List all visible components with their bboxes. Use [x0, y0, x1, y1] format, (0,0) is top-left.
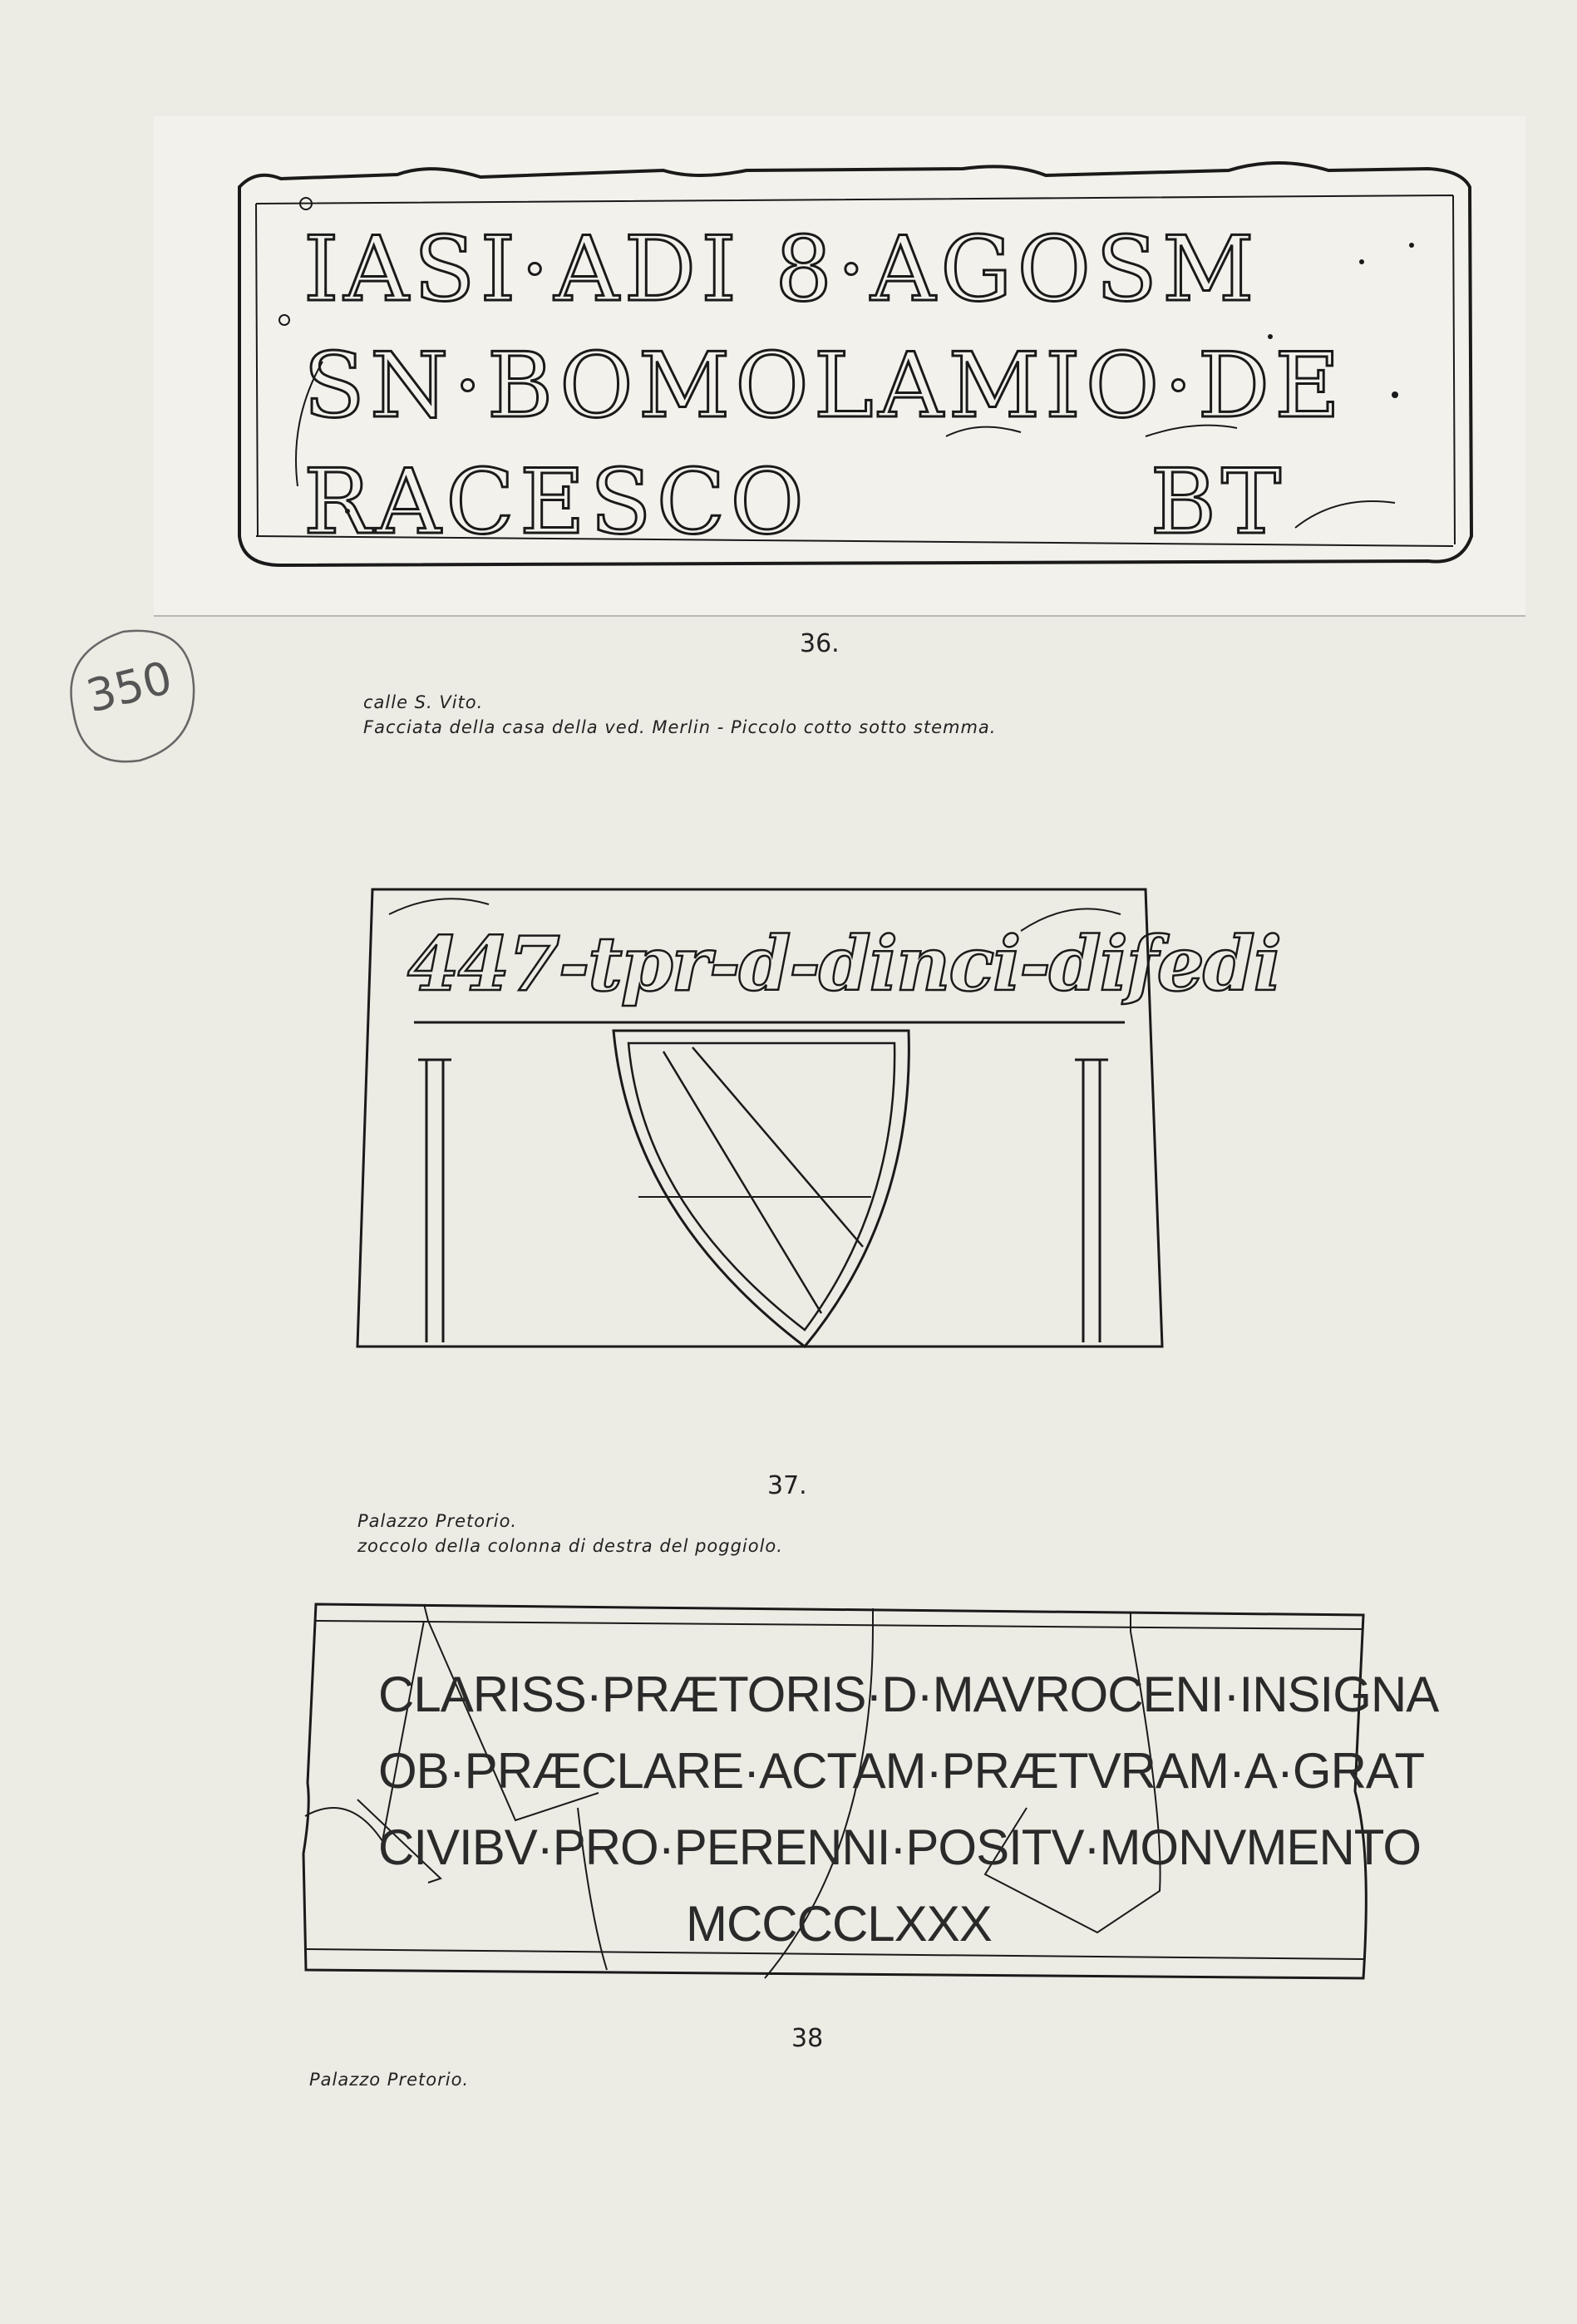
figure-36-inscription-line — [303, 445, 1451, 561]
figure-36-inscription-word: RACESCO — [303, 451, 809, 554]
figure-38-inscription-line: MCCCCLXXX — [686, 1896, 992, 1952]
figure-36-inscription — [303, 212, 1451, 561]
figure-36-caption-line: Facciata della casa della ved. Merlin - Piccolo cotto sotto stemma. — [363, 717, 997, 737]
figure-37-inscription: 447-tpr-d-dinci-difedi — [407, 920, 1280, 1008]
figure-38-caption-line: Palazzo Pretorio. — [309, 2070, 470, 2090]
figure-38-inscription-line: CIVIBV·PRO·PERENNI·POSITV·MONVMENTO — [378, 1819, 1422, 1875]
figure-36-number: 36. — [800, 629, 840, 658]
figure-38-number: 38 — [791, 2024, 824, 2053]
figure-36-inscription-line: IASI·ADI 8·AGOSM — [303, 218, 1259, 322]
figure-37-caption-line: zoccolo della colonna di destra del poggiolo. — [357, 1536, 783, 1556]
archive-mark-number: 350 — [81, 651, 178, 723]
figure-36-inscription-line: SN·BOMOLAMIO·DE — [303, 334, 1346, 438]
figure-38-inscription — [378, 1657, 1439, 1962]
figure-37-caption — [357, 1509, 783, 1558]
figure-36-inscription-monogram: BT — [1150, 451, 1287, 554]
figure-37-number: 37. — [767, 1471, 807, 1500]
figure-38-caption — [309, 2067, 469, 2092]
figure-36-caption — [363, 690, 996, 740]
figure-38-inscription-line: CLARISS·PRÆTORIS·D·MAVROCENI·INSIGNA — [378, 1667, 1439, 1722]
figure-36-caption-line: calle S. Vito. — [363, 692, 484, 712]
figure-38-inscription-line: OB·PRÆCLARE·ACTAM·PRÆTVRAM·A·GRAT — [378, 1743, 1425, 1799]
figure-37-caption-line: Palazzo Pretorio. — [357, 1511, 518, 1531]
